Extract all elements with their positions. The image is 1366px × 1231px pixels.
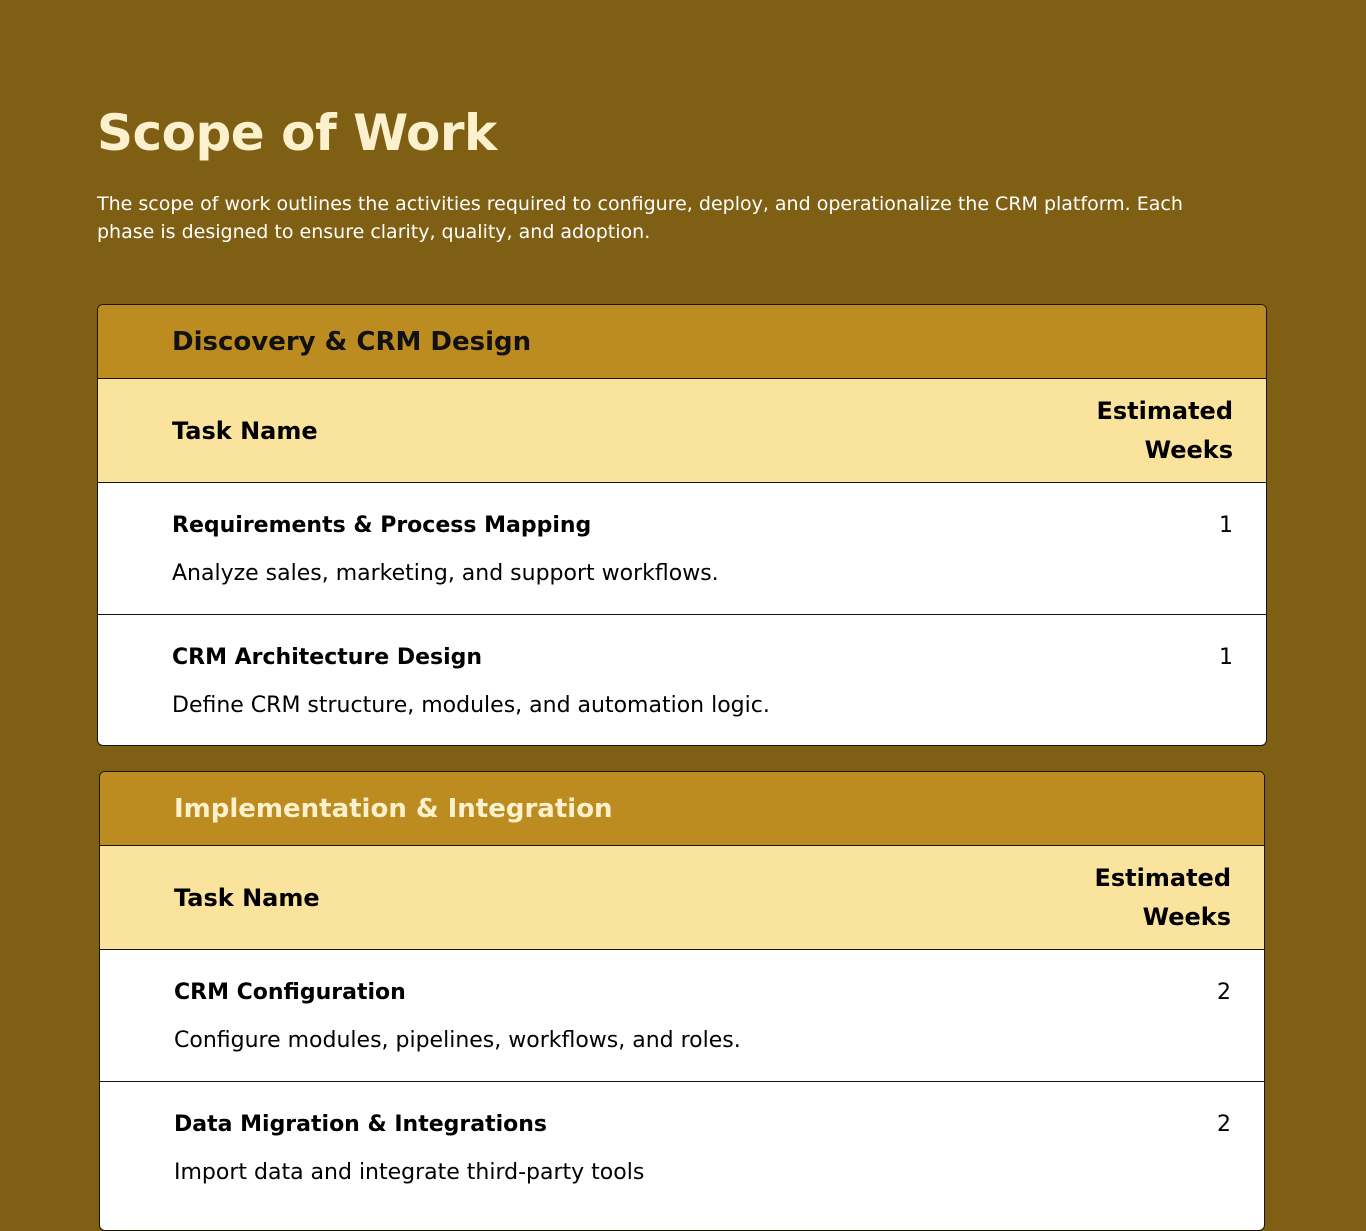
column-task-name: Task Name bbox=[174, 883, 320, 912]
task-name: Requirements & Process Mapping bbox=[172, 513, 592, 538]
column-estimated-weeks bbox=[1063, 392, 1233, 470]
phase-title: Discovery & CRM Design bbox=[98, 305, 1266, 379]
column-weeks-line2: Weeks bbox=[1144, 435, 1233, 464]
task-name: CRM Configuration bbox=[174, 980, 406, 1005]
table-row bbox=[98, 615, 1266, 746]
task-name: CRM Architecture Design bbox=[172, 645, 483, 670]
table-column-header bbox=[100, 846, 1264, 950]
phase-card-implementation bbox=[99, 771, 1265, 1231]
column-estimated-weeks bbox=[1061, 859, 1231, 937]
task-weeks: 2 bbox=[1217, 980, 1231, 1005]
task-name: Data Migration & Integrations bbox=[174, 1112, 548, 1137]
table-row bbox=[98, 483, 1266, 615]
column-task-name: Task Name bbox=[172, 416, 318, 445]
task-description: Import data and integrate third-party tools bbox=[174, 1160, 645, 1185]
task-weeks: 1 bbox=[1219, 645, 1233, 670]
table-column-header bbox=[98, 379, 1266, 483]
intro-paragraph: The scope of work outlines the activities required to configure, deploy, and operationalize the CRM platform. Each phase is designed to ensure clarity, quality, and adoption. bbox=[97, 193, 1183, 243]
task-weeks: 2 bbox=[1217, 1112, 1231, 1137]
table-row bbox=[100, 950, 1264, 1082]
task-description: Analyze sales, marketing, and support workflows. bbox=[172, 561, 719, 586]
column-weeks-line1: Estimated bbox=[1094, 863, 1231, 892]
column-weeks-line2: Weeks bbox=[1142, 902, 1231, 931]
page-title: Scope of Work bbox=[97, 104, 497, 162]
phase-card-discovery bbox=[97, 304, 1267, 746]
task-description: Configure modules, pipelines, workflows, and roles. bbox=[174, 1028, 741, 1053]
phase-title: Implementation & Integration bbox=[100, 772, 1264, 846]
task-description: Define CRM structure, modules, and automation logic. bbox=[172, 693, 770, 718]
task-weeks: 1 bbox=[1219, 513, 1233, 538]
table-row bbox=[100, 1082, 1264, 1214]
column-weeks-line1: Estimated bbox=[1096, 396, 1233, 425]
